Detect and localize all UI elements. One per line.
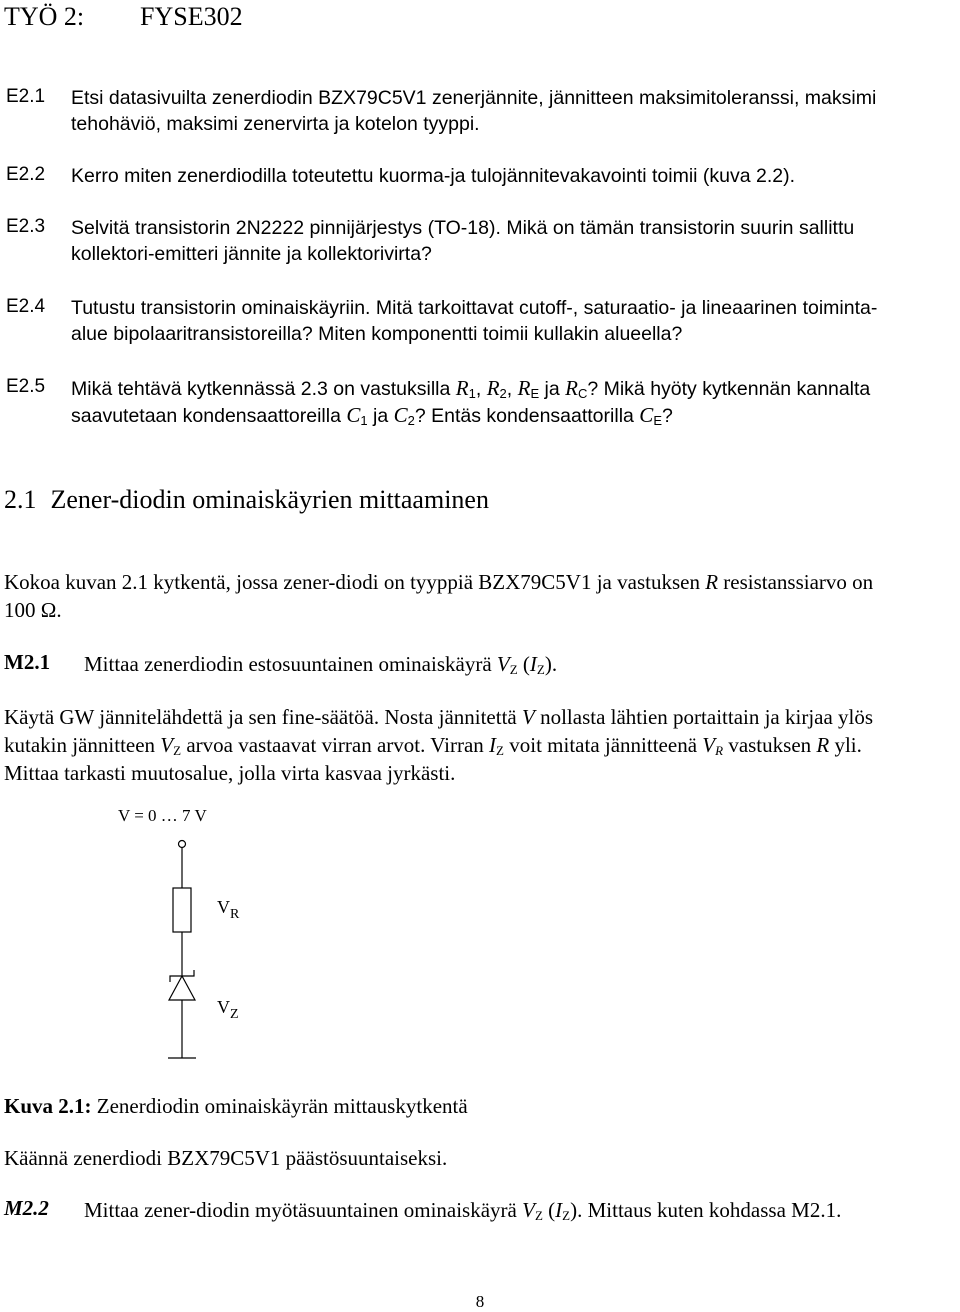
exercise-label-e24: E2.4 (6, 296, 46, 317)
exercise-line: kollektori-emitteri jännite ja kollektorivirta? (71, 243, 432, 265)
exercise-line: saavutetaan kondensaattoreilla $C_1$ ja $C_2$? Entäs kondensaattorilla $C_E$? (71, 403, 673, 428)
measurement-label-m22: M2.2 (4, 1196, 49, 1220)
exercise-line: Mikä tehtävä kytkennässä 2.3 on vastuksilla $R_1$, $R_2$, $R_E$ ja $R_C$? Mikä hyöty kytkennän kannalta (71, 376, 871, 401)
page-header (4, 2, 243, 32)
section-title: Zener-diodin ominaiskäyrien mittaaminen (50, 485, 489, 514)
page-number: 8 (475, 1292, 485, 1311)
measurement-label-m21: M2.1 (4, 650, 51, 674)
exercise-text-e21 (71, 85, 957, 137)
exercise-text-e23 (71, 215, 957, 267)
exercise-label-e25: E2.5 (6, 376, 46, 397)
header-left: TYÖ 2: (4, 2, 85, 31)
exercise-label-e22: E2.2 (6, 164, 46, 185)
instruction-paragraph: Käytä GW jännitelähdettä ja sen fine-säätöä. Nosta jännitettä V nollasta lähtien portaittain ja kirjaa ylös kutakin jännitteen $V_Z$ arvoa vastaavat virran arvot. Virran $I_Z$ voit mitata jännitteenä $V_R$ vastuksen R yli. Mittaa tarkasti muutosalue, jolla virta kasvaa jyrkästi. (4, 705, 874, 785)
figure-caption: Kuva 2.1: Zenerdiodin ominaiskäyrän mittauskytkentä (4, 1094, 468, 1118)
exercise-text-e24 (71, 295, 957, 347)
exercise-line: Tutustu transistorin ominaiskäyriin. Mitä tarkoittavat cutoff-, saturaatio- ja lineaarinen toiminta- (71, 297, 878, 319)
exercise-text-e25 (71, 375, 957, 429)
exercise-label-e23: E2.3 (6, 216, 46, 237)
reverse-instruction: Käännä zenerdiodi BZX79C5V1 päästösuuntaiseksi. (4, 1146, 448, 1170)
measurement-text-m21: Mittaa zenerdiodin estosuuntainen ominaiskäyrä $V_Z$ $(I_Z)$. (84, 652, 558, 677)
intro-paragraph: Kokoa kuvan 2.1 kytkentä, jossa zener-diodi on tyyppiä BZX79C5V1 ja vastuksen R resistanssiarvo on 100 Ω. (4, 570, 874, 622)
resistor-voltage-label: $V_R$ (217, 897, 240, 922)
section-number: 2.1 (4, 485, 37, 514)
exercise-line: Kerro miten zenerdiodilla toteutettu kuorma-ja tulojännitevakavointi toimii (kuva 2.2). (71, 165, 796, 187)
zener-voltage-label: $V_Z$ (217, 997, 239, 1022)
exercise-line: tehohäviö, maksimi zenervirta ja kotelon tyyppi. (71, 113, 480, 135)
header-course-code: FYSE302 (140, 2, 243, 31)
supply-terminal (179, 841, 186, 848)
zener-diode-symbol (169, 976, 195, 1000)
exercise-line: Selvitä transistorin 2N2222 pinnijärjestys (TO-18). Mikä on tämän transistorin suurin sallittu (71, 217, 855, 239)
exercise-text-e22 (71, 163, 957, 189)
measurement-text-m22: Mittaa zener-diodin myötäsuuntainen ominaiskäyrä $V_Z$ $(I_Z)$. Mittaus kuten kohdassa M2.1. (84, 1198, 842, 1223)
resistor-symbol (173, 888, 191, 932)
exercise-line: Etsi datasivuilta zenerdiodin BZX79C5V1 zenerjännite, jännitteen maksimitoleranssi, maksimi (71, 87, 877, 109)
exercise-label-e21: E2.1 (6, 86, 46, 107)
section-heading (4, 485, 489, 515)
supply-voltage-label: V = 0 … 7 V (118, 806, 207, 825)
zener-circuit-diagram (110, 800, 270, 1080)
exercise-line: alue bipolaaritransistoreilla? Miten komponentti toimii kullakin alueella? (71, 323, 683, 345)
